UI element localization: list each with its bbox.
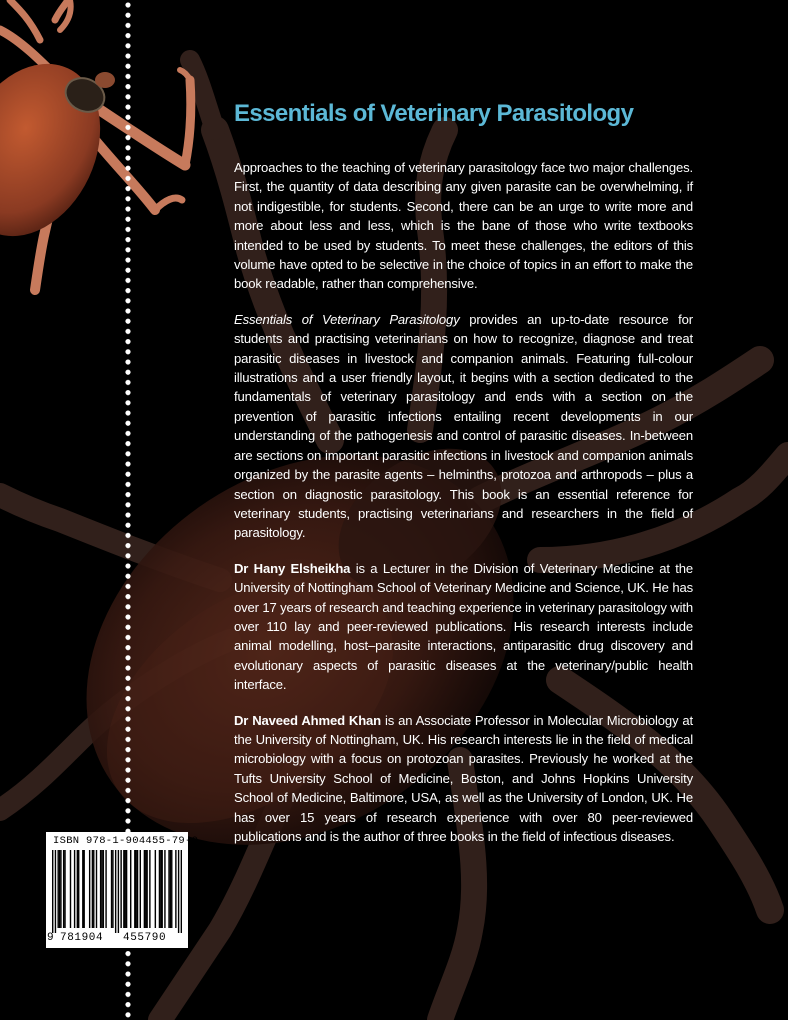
barcode-bar (170, 850, 171, 928)
barcode-bar (57, 850, 58, 928)
barcode-bar (93, 850, 94, 928)
barcode-bar (100, 850, 101, 928)
isbn-barcode-block (46, 832, 199, 948)
barcode-bar (120, 850, 121, 928)
barcode-bar (164, 850, 165, 928)
author-bio-elsheikha (234, 559, 693, 695)
barcode-bar (159, 850, 160, 928)
barcode-icon (52, 850, 182, 933)
intro-paragraph: Approaches to the teaching of veterinary parasitology face two major challenges. First, the quantity of data describing any given parasite can be overwhelming, if not indigestible, for students. Second, there can be an urge to write more and more about less and less, which is the bane of those who write textbooks intended to be used by students. To meet these challenges, the editors of this volume have opted to be selective in the choice of topics in an effort to make the book readable, rather than comprehensive. (234, 160, 693, 292)
barcode-bar (77, 850, 78, 928)
barcode-bar (160, 850, 161, 928)
barcode-bar (105, 850, 106, 928)
barcode-bar (111, 850, 112, 928)
barcode-bar (126, 850, 127, 928)
barcode-bar (59, 850, 60, 928)
barcode-bar (144, 850, 145, 928)
barcode-bar (146, 850, 147, 928)
barcode-digit-lead: 9 (47, 932, 55, 944)
isbn-label: ISBN 978-1-904455-79-0 (53, 835, 199, 847)
barcode-bar (137, 850, 138, 928)
summary-book-title: Essentials of Veterinary Parasitology (234, 311, 460, 327)
barcode-bar (92, 850, 93, 928)
barcode-bar (64, 850, 65, 928)
barcode-bar (125, 850, 126, 928)
author-name-elsheikha: Dr Hany Elsheikha (234, 560, 351, 576)
author-bio-text: is an Associate Professor in Molecular Microbiology at the University of Nottingham, UK. His research interests lie in the field of medical microbiology with a focus on protozoan parasites. Previously he worked at the Tufts University School of Medicine, Boston, and Johns Hopkins University School of Medicine, Baltimore, USA, as well as the University of London, UK. He has over 15 years of research experience with over 80 peer-reviewed publications and is the author of three books in the field of infectious diseases. (234, 712, 693, 844)
author-bio-text: is a Lecturer in the Division of Veterinary Medicine at the University of Nottingham School of Veterinary Medicine and Science, UK. He has over 17 years of research and teaching experience in veterinary parasitology with over 110 lay and peer-reviewed publications. His research interests include animal modelling, host–parasite interactions, antiparasitic drug discovery and evolutionary aspects of parasitic diseases at the veterinary/public health interface. (234, 560, 694, 693)
barcode-bar (130, 850, 131, 928)
barcode-bar (168, 850, 169, 928)
back-cover-description (234, 158, 693, 862)
barcode-bar (52, 850, 53, 933)
author-name-khan: Dr Naveed Ahmed Khan (234, 712, 382, 728)
barcode-bar (175, 850, 176, 928)
barcode-bar (171, 850, 172, 928)
barcode-bar (149, 850, 150, 928)
barcode-bar (178, 850, 179, 933)
barcode-bar (112, 850, 113, 928)
barcode-bar (145, 850, 146, 928)
barcode-bar (96, 850, 97, 928)
barcode-bar (89, 850, 90, 928)
summary-paragraph (234, 310, 693, 543)
barcode-bar (115, 850, 116, 933)
barcode-bar (181, 850, 182, 933)
barcode-bar (60, 850, 61, 928)
barcode-bar (135, 850, 136, 928)
barcode-bar (82, 850, 83, 928)
barcode-digits-left: 781904 (60, 932, 104, 944)
book-title: Essentials of Veterinary Parasitology (234, 100, 634, 127)
barcode-bar (63, 850, 64, 928)
barcode-bar (161, 850, 162, 928)
barcode-bar (55, 850, 56, 933)
barcode-bar (118, 850, 119, 933)
barcode-bar (74, 850, 75, 928)
barcode-bar (103, 850, 104, 928)
barcode-bar (123, 850, 124, 928)
barcode-bar (155, 850, 156, 928)
summary-text: provides an up-to-date resource for students and practising veterinarians on how to recognize, diagnose and treat parasitic diseases in livestock and companion animals. Featuring full-colour illustrations and a user friendly layout, it begins with a section dedicated to the fundamentals of veterinary parasitology and ends with a section on the prevention of parasitic infections entailing recent developments in our understanding of the pathogenesis and control of parasitic diseases. In-between are sections on important parasitic infections in livestock and companion animals organized by the parasite agents – helminths, protozoa and arthropods – plus a section on diagnostic parasitology. This book is an essential reference for veterinary students, practising veterinarians and researchers in the field of parasitology. (234, 311, 693, 541)
barcode-bar (101, 850, 102, 928)
barcode-bar (78, 850, 79, 928)
barcode-bar (70, 850, 71, 928)
barcode-digits-right: 455790 (123, 932, 167, 944)
barcode-bar (140, 850, 141, 928)
author-bio-khan (234, 711, 693, 847)
barcode-bar (83, 850, 84, 928)
barcode-bar (134, 850, 135, 928)
